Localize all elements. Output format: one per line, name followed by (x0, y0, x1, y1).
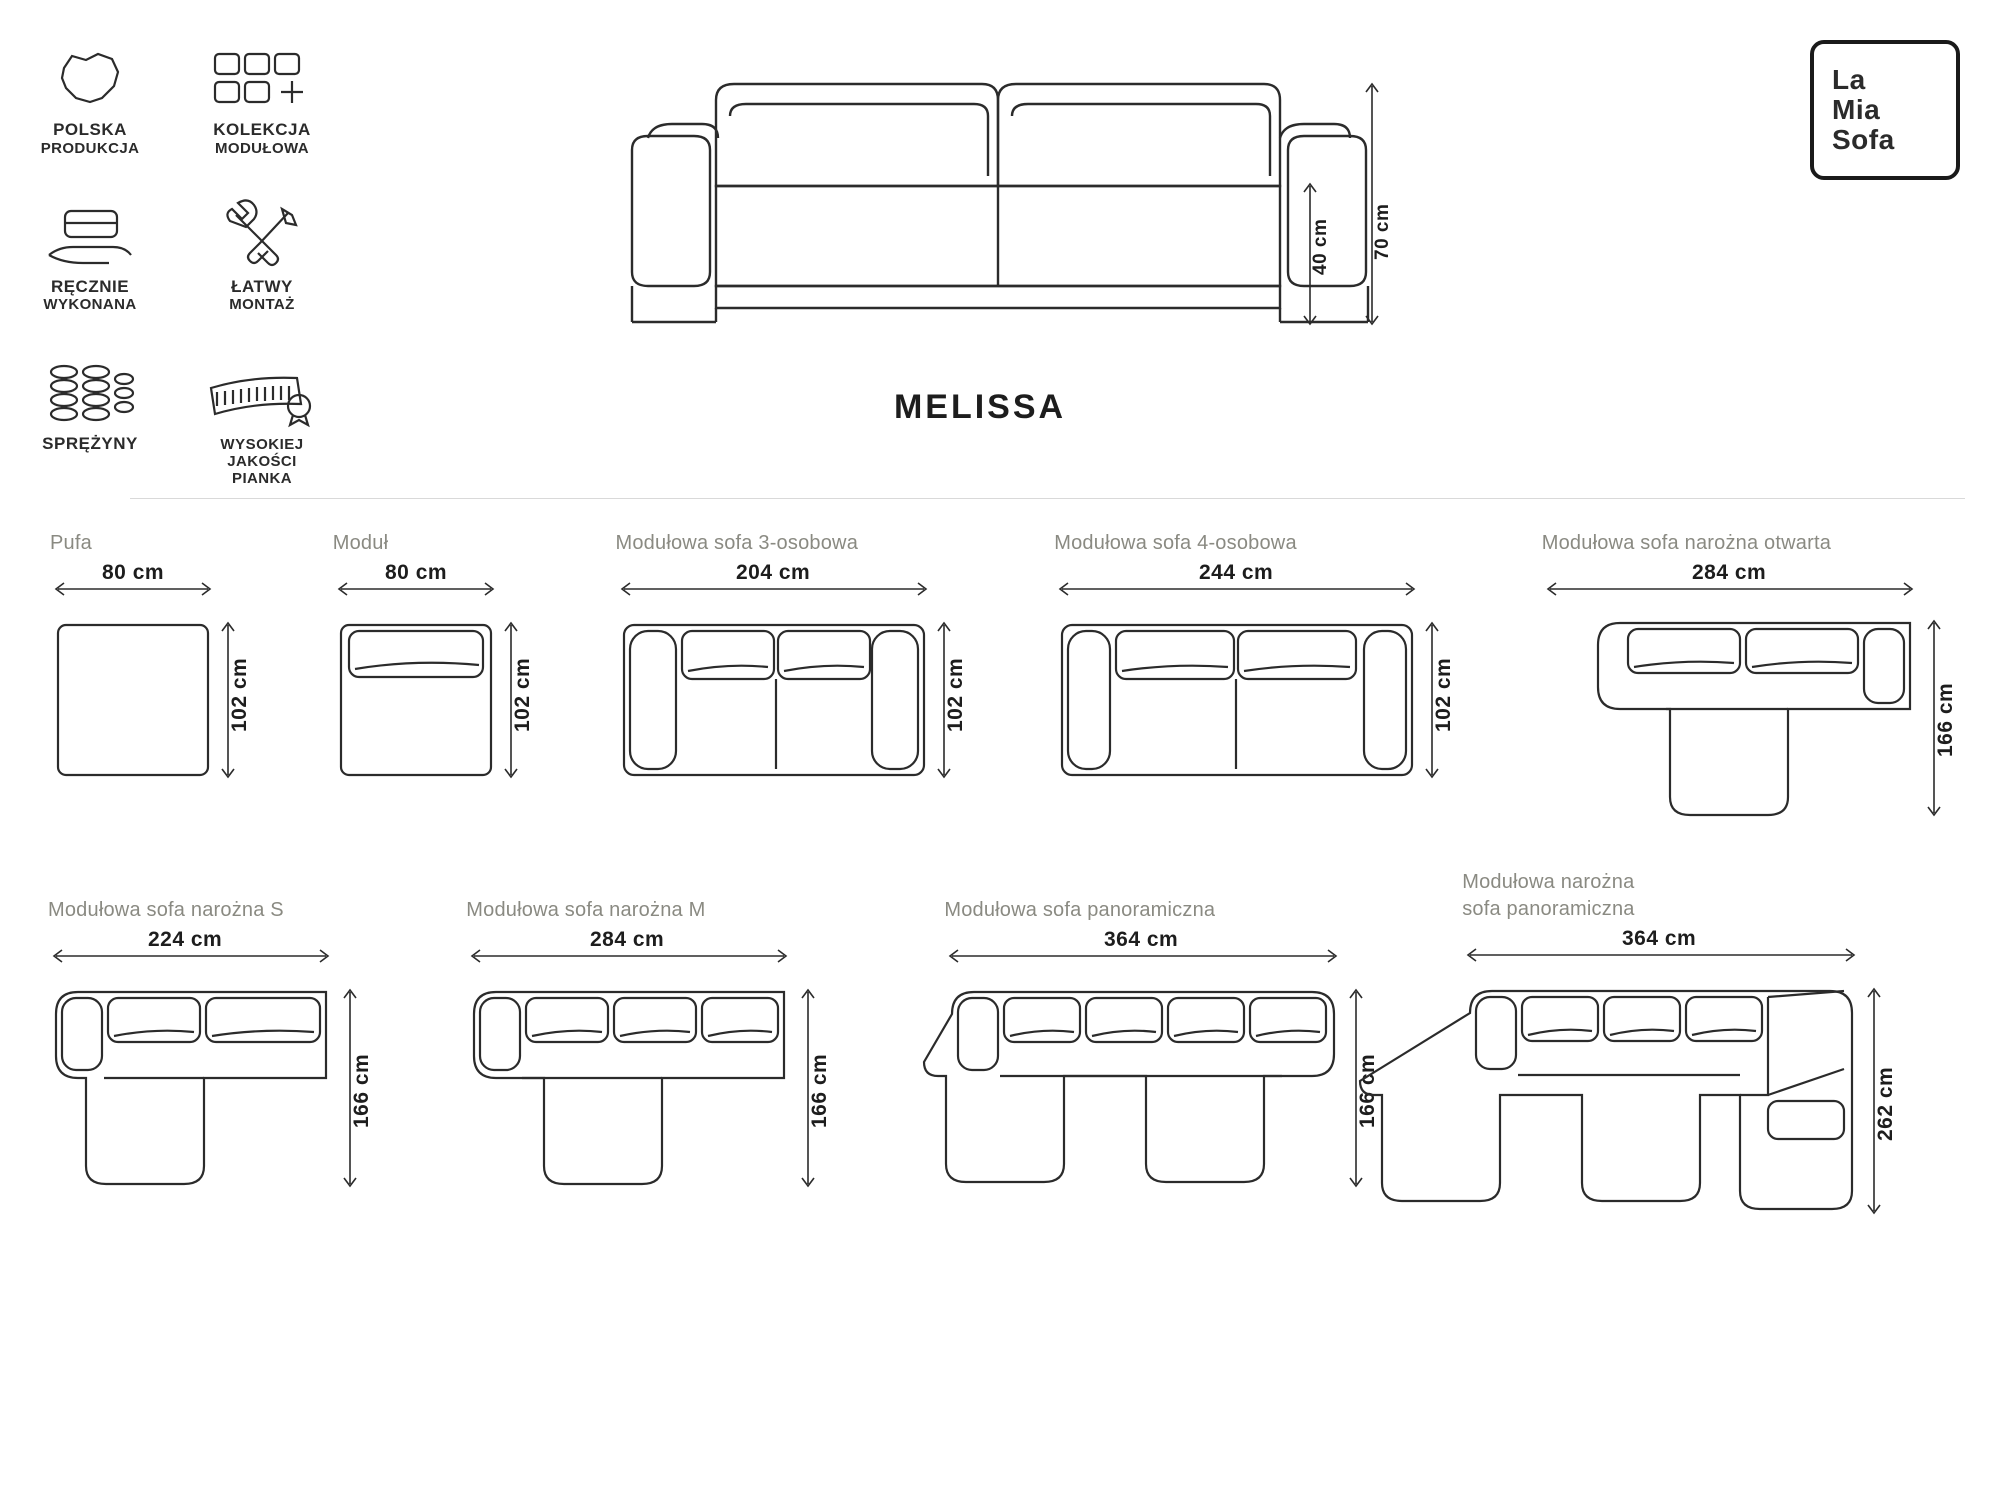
variant-title: Modułowa sofa narożna M (466, 899, 706, 921)
variant-narozna-s (0, 897, 466, 1223)
feature-kolekcja-modulowa (202, 40, 322, 157)
variant-title: Modułowa sofa 3-osobowa (615, 532, 859, 554)
feature-label-sub: MONTAŻ (229, 296, 295, 314)
springs-icon (30, 354, 150, 426)
feature-recznie-wykonana (30, 197, 150, 314)
variant-title: Pufa (50, 532, 92, 554)
feature-label-sub: MODUŁOWA (214, 139, 310, 157)
svg-text:262 cm: 262 cm (1874, 1066, 1898, 1141)
variant-drawing (944, 924, 1462, 1204)
panoCorner-width-label: 364 cm (1622, 927, 1697, 950)
variant-narozna-otwarta (1542, 530, 2000, 817)
variant-title-line-1: Modułowa narożna (1462, 871, 1635, 893)
cornerOpen-width-label: 284 cm (1691, 561, 1766, 584)
feature-label-main: RĘCZNIE (50, 276, 130, 296)
feature-wysokiej-jakosci-pianka (202, 354, 322, 488)
feature-list (30, 40, 330, 528)
variant-row-2 (0, 871, 2000, 1223)
svg-text:166 cm: 166 cm (350, 1053, 373, 1128)
feature-label (202, 120, 322, 157)
variant-narozna-panoramiczna (1462, 871, 2000, 1223)
feature-label-main: POLSKA (53, 120, 127, 139)
feature-row (30, 197, 330, 314)
brand-logo (1810, 40, 1960, 180)
variant-drawing (50, 557, 333, 807)
pufa-width-label: 80 cm (102, 561, 165, 584)
tools-icon (202, 197, 322, 269)
variant-modul (333, 530, 616, 817)
feature-label (30, 434, 150, 454)
variant-drawing (466, 924, 944, 1204)
feature-label (30, 277, 150, 314)
modul-width-label: 80 cm (384, 561, 447, 584)
variant-drawing (333, 557, 616, 807)
svg-text:166 cm: 166 cm (1356, 1053, 1380, 1128)
feature-label-main: ŁATWY (231, 276, 293, 296)
svg-text:102 cm: 102 cm (510, 657, 534, 732)
variant-grid (0, 530, 2000, 1223)
logo-line-2: Mia (1832, 93, 1881, 125)
svg-text:102 cm: 102 cm (1432, 657, 1456, 732)
feature-row (30, 354, 330, 488)
feature-label (202, 277, 322, 314)
variant-title: Modułowa sofa 4-osobowa (1054, 532, 1297, 554)
variant-title: Modułowa sofa narożna S (48, 899, 284, 921)
svg-text:102 cm: 102 cm (943, 657, 967, 732)
svg-text:166 cm: 166 cm (1933, 682, 1957, 757)
variant-panoramiczna (944, 897, 1462, 1223)
variant-drawing (48, 924, 466, 1204)
svg-text:102 cm: 102 cm (228, 657, 251, 732)
hero-sofa-drawing (620, 60, 1393, 350)
variant-sofa-3 (616, 530, 1055, 817)
feature-label-sub: PRODUKCJA (40, 139, 140, 157)
variant-drawing (1054, 557, 1542, 807)
variant-row-1 (0, 530, 2000, 817)
variant-pufa (0, 530, 333, 817)
variant-title-line-2: sofa panoramiczna (1462, 898, 1635, 920)
pano-width-label: 364 cm (1104, 928, 1179, 951)
feature-sprezyny (30, 354, 150, 488)
svg-text:166 cm: 166 cm (808, 1053, 832, 1128)
variant-title: Modułowa sofa panoramiczna (944, 899, 1216, 921)
feature-label-sub: WYKONANA (43, 296, 137, 314)
poland-map-icon (30, 40, 150, 112)
cornerM-width-label: 284 cm (590, 928, 665, 951)
feature-label-main: KOLEKCJA (213, 120, 311, 139)
feature-row (30, 40, 330, 157)
variant-drawing (1462, 923, 2000, 1223)
foam-badge-icon (202, 354, 322, 426)
modules-plus-icon (202, 40, 322, 112)
feature-label-sub: JAKOŚCI PIANKA (227, 453, 297, 488)
svg-text:70 cm: 70 cm (1372, 203, 1393, 260)
hand-sofa-icon (30, 197, 150, 269)
feature-label (30, 120, 150, 157)
logo-line-3: Sofa (1832, 124, 1895, 156)
logo-line-1: La (1832, 63, 1866, 95)
feature-latwy-montaz (202, 197, 322, 314)
variant-drawing (1542, 557, 2000, 817)
feature-label-main: WYSOKIEJ (220, 435, 304, 453)
variant-title (1462, 869, 2000, 923)
variant-drawing (616, 557, 1055, 807)
cornerS-width-label: 224 cm (148, 928, 223, 951)
feature-polska-produkcja (30, 40, 150, 157)
product-name: MELISSA (893, 388, 1067, 426)
feature-label (202, 434, 322, 488)
variant-title: Moduł (332, 532, 389, 554)
section-divider (130, 498, 1965, 499)
svg-text:40 cm: 40 cm (1310, 218, 1331, 275)
feature-label-main: SPRĘŻYNY (42, 433, 138, 453)
sofa4-width-label: 244 cm (1199, 561, 1274, 584)
variant-title: Modułowa sofa narożna otwarta (1541, 532, 1832, 554)
variant-narozna-m (466, 897, 944, 1223)
variant-sofa-4 (1054, 530, 1542, 817)
sofa3-width-label: 204 cm (735, 561, 810, 584)
